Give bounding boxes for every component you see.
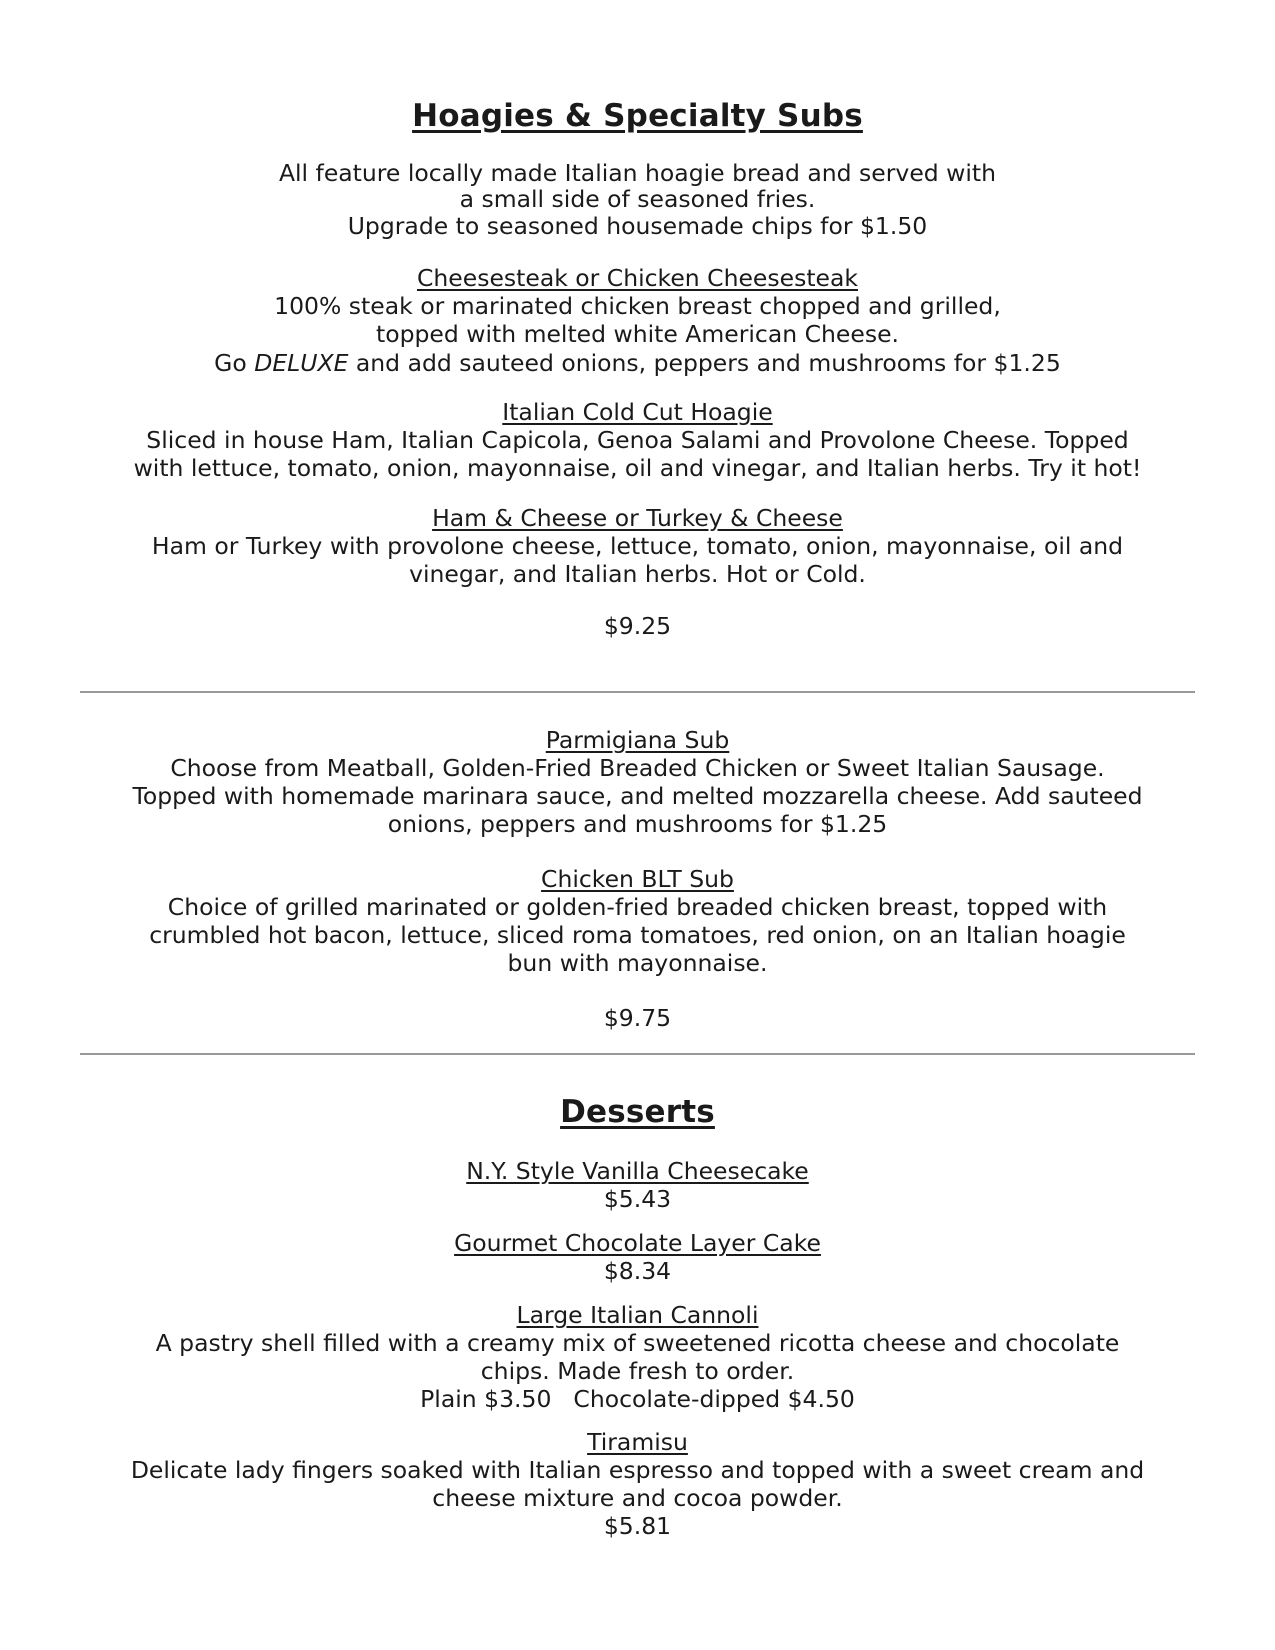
item-price: $5.81 xyxy=(603,1512,672,1540)
item-description-line: cheese mixture and cocoa powder. xyxy=(432,1484,843,1512)
item-description-line: Sliced in house Ham, Italian Capicola, Genoa Salami and Provolone Cheese. Topped xyxy=(146,426,1129,454)
item-description-line: 100% steak or marinated chicken breast chopped and grilled, xyxy=(274,292,1001,320)
intro-line: a small side of seasoned fries. xyxy=(459,185,816,213)
section-divider xyxy=(80,691,1195,693)
menu-item-tiramisu xyxy=(60,1428,1215,1540)
item-price: $5.43 xyxy=(603,1185,672,1213)
menu-item-parmigiana xyxy=(60,726,1215,838)
item-description-line: Choice of grilled marinated or golden-fried breaded chicken breast, topped with xyxy=(167,893,1108,921)
item-name: Large Italian Cannoli xyxy=(516,1301,759,1329)
menu-item-chocolate-cake xyxy=(60,1229,1215,1285)
item-description-line xyxy=(60,349,1215,377)
menu-item-cannoli xyxy=(60,1301,1215,1413)
item-description-line: Ham or Turkey with provolone cheese, lettuce, tomato, onion, mayonnaise, oil and xyxy=(151,532,1124,560)
item-name: Tiramisu xyxy=(587,1428,688,1456)
intro-line: All feature locally made Italian hoagie bread and served with xyxy=(278,159,997,187)
item-name: Cheesesteak or Chicken Cheesesteak xyxy=(416,264,858,292)
deluxe-suffix: and add sauteed onions, peppers and mushrooms for $1.25 xyxy=(348,349,1061,377)
item-description-line: Choose from Meatball, Golden-Fried Breaded Chicken or Sweet Italian Sausage. xyxy=(170,754,1105,782)
item-name: Chicken BLT Sub xyxy=(541,865,734,893)
price-chocolate-dipped: Chocolate-dipped $4.50 xyxy=(573,1385,855,1413)
intro-line: Upgrade to seasoned housemade chips for $1.50 xyxy=(347,212,928,240)
price-plain: Plain $3.50 xyxy=(420,1385,552,1413)
item-description-line: onions, peppers and mushrooms for $1.25 xyxy=(387,810,888,838)
item-name: Ham & Cheese or Turkey & Cheese xyxy=(432,504,843,532)
item-description-line: chips. Made fresh to order. xyxy=(480,1357,795,1385)
item-price: $8.34 xyxy=(603,1257,672,1285)
item-name: N.Y. Style Vanilla Cheesecake xyxy=(466,1157,809,1185)
group-price: $9.25 xyxy=(603,612,672,640)
deluxe-prefix: Go xyxy=(214,349,255,377)
item-description-line: crumbled hot bacon, lettuce, sliced roma tomatoes, red onion, on an Italian hoagie xyxy=(149,921,1126,949)
menu-item-italian-cold-cut xyxy=(60,398,1215,482)
item-description-line: with lettuce, tomato, onion, mayonnaise, oil and vinegar, and Italian herbs. Try it hot! xyxy=(133,454,1142,482)
hoagies-section-title: Hoagies & Specialty Subs xyxy=(412,98,863,134)
menu-item-ham-turkey xyxy=(60,504,1215,588)
menu-item-chicken-blt xyxy=(60,865,1215,977)
menu-item-cheesesteak xyxy=(60,264,1215,377)
item-description-line: topped with melted white American Cheese. xyxy=(375,320,899,348)
item-name: Parmigiana Sub xyxy=(545,726,730,754)
section-divider xyxy=(80,1053,1195,1055)
item-name: Italian Cold Cut Hoagie xyxy=(502,398,773,426)
item-description-line: Delicate lady fingers soaked with Italian espresso and topped with a sweet cream and xyxy=(130,1456,1145,1484)
item-description-line: A pastry shell filled with a creamy mix of sweetened ricotta cheese and chocolate xyxy=(155,1329,1120,1357)
menu-item-cheesecake xyxy=(60,1157,1215,1213)
item-description-line: Topped with homemade marinara sauce, and melted mozzarella cheese. Add sauteed xyxy=(132,782,1143,810)
item-name: Gourmet Chocolate Layer Cake xyxy=(454,1229,821,1257)
item-description-line: bun with mayonnaise. xyxy=(507,949,768,977)
desserts-section-title: Desserts xyxy=(560,1094,715,1130)
hoagies-intro xyxy=(60,159,1215,240)
deluxe-emphasis: DELUXE xyxy=(254,349,349,377)
item-description-line: vinegar, and Italian herbs. Hot or Cold. xyxy=(409,560,866,588)
item-price-options xyxy=(60,1385,1215,1413)
group-price: $9.75 xyxy=(603,1004,672,1032)
